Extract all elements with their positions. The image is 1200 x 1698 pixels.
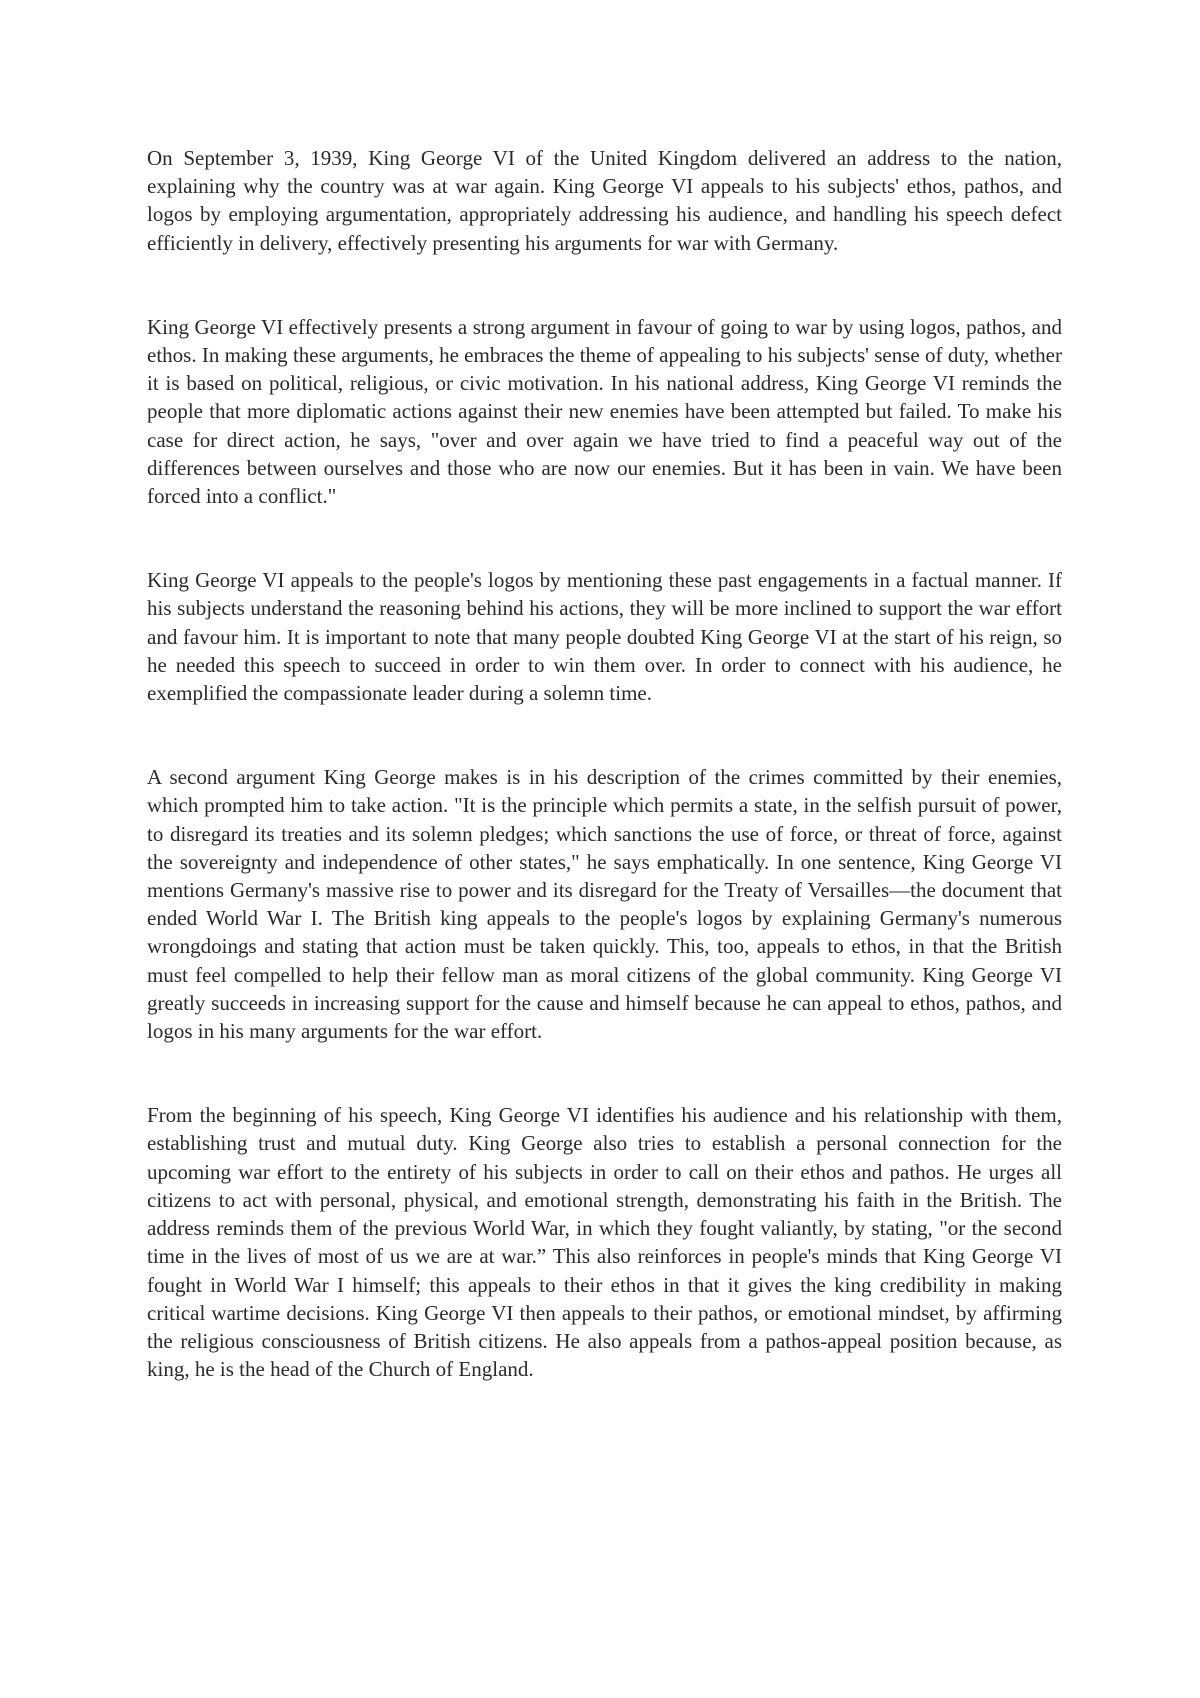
- paragraph-second-argument: A second argument King George makes is in his description of the crimes committed by their enemies, which prompted him to take action. "It is the principle which permits a state, in the selfish pursuit of power, to disregard its treaties and its solemn pledges; which sanctions the use of force, or threat of force, against the sovereignty and independence of other states," he says emphatically. In one sentence, King George VI mentions Germany's massive rise to power and its disregard for the Treaty of Versailles—the document that ended World War I. The British king appeals to the people's logos by explaining Germany's numerous wrongdoings and stating that action must be taken quickly. This, too, appeals to ethos, in that the British must feel compelled to help their fellow man as moral citizens of the global community. King George VI greatly succeeds in increasing support for the cause and himself because he can appeal to ethos, pathos, and logos in his many arguments for the war effort.: [147, 765, 1062, 1044]
- paragraph-argument-overview: King George VI effectively presents a strong argument in favour of going to war by using logos, pathos, and ethos. In making these arguments, he embraces the theme of appealing to his subjects' sense of duty, whether it is based on political, religious, or civic motivation. In his national address, King George VI reminds the people that more diplomatic actions against their new enemies have been attempted but failed. To make his case for direct action, he says, "over and over again we have tried to find a peaceful way out of the differences between ourselves and those who are now our enemies. But it has been in vain. We have been forced into a conflict.": [147, 314, 1062, 509]
- paragraph-audience: From the beginning of his speech, King George VI identifies his audience and his relationship with them, establishing trust and mutual duty. King George also tries to establish a personal connection for the upcoming war effort to the entirety of his subjects in order to call on their ethos and pathos. He urges all citizens to act with personal, physical, and emotional strength, demonstrating his faith in the British. The address reminds them of the previous World War, in which they fought valiantly, by stating, "or the second time in the lives of most of us we are at war.” This also reinforces in people's minds that King George VI fought in World War I himself; this appeals to their ethos in that it gives the king credibility in making critical wartime decisions. King George VI then appeals to their pathos, or emotional mindset, by affirming the religious consciousness of British citizens. He also appeals from a pathos-appeal position because, as king, he is the head of the Church of England.: [147, 1103, 1062, 1382]
- document-body: [147, 144, 1062, 1383]
- paragraph-logos-appeal: King George VI appeals to the people's logos by mentioning these past engagements in a factual manner. If his subjects understand the reasoning behind his actions, they will be more inclined to support the war effort and favour him. It is important to note that many people doubted King George VI at the start of his reign, so he needed this speech to succeed in order to win them over. In order to connect with his audience, he exemplified the compassionate leader during a solemn time.: [147, 568, 1062, 706]
- paragraph-intro: On September 3, 1939, King George VI of the United Kingdom delivered an address to the nation, explaining why the country was at war again. King George VI appeals to his subjects' ethos, pathos, and logos by employing argumentation, appropriately addressing his audience, and handling his speech defect efficiently in delivery, effectively presenting his arguments for war with Germany.: [147, 146, 1062, 255]
